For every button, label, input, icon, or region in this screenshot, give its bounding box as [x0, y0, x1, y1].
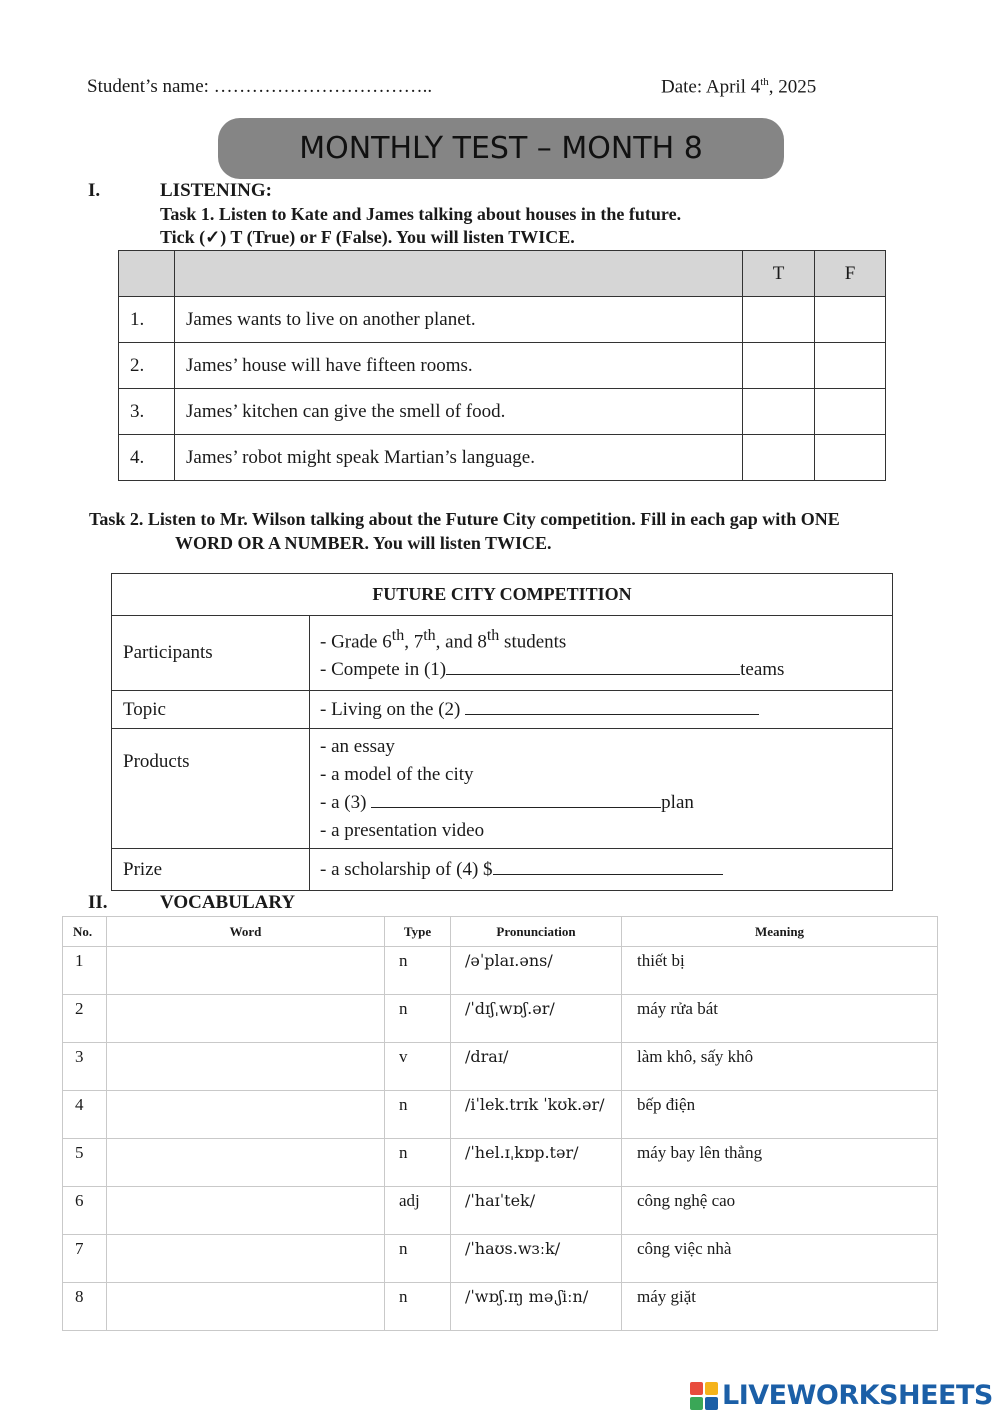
product-plan [320, 789, 892, 817]
table-row [63, 1235, 938, 1283]
date-label [661, 76, 816, 98]
tick-false-cell[interactable] [815, 389, 886, 435]
section-listening-number: I. [88, 180, 101, 201]
table-row [119, 343, 886, 389]
topic-value [310, 691, 893, 729]
product-essay: - an essay [320, 735, 395, 757]
product-video: - a presentation video [320, 819, 485, 841]
vocab-type: n [385, 1139, 451, 1187]
statement-number: 3. [119, 389, 175, 435]
vocab-meaning: làm khô, sấy khô [622, 1043, 938, 1091]
vocab-meaning: máy rửa bát [622, 995, 938, 1043]
vocab-meaning: thiết bị [622, 947, 938, 995]
product-model: - a model of the city [320, 763, 474, 785]
student-name-label: Student’s name: …………………………….. [87, 76, 433, 97]
task2-instruction-2: WORD OR A NUMBER. You will listen TWICE. [175, 533, 552, 553]
vocab-no: 6 [63, 1187, 107, 1235]
header-true: T [743, 251, 815, 297]
grade-text-b: , 7 [404, 631, 424, 653]
vocab-meaning: công việc nhà [622, 1235, 938, 1283]
table-row [63, 1283, 938, 1331]
sup-8: th [486, 626, 500, 644]
table-row [63, 947, 938, 995]
vocab-word-input[interactable] [107, 1235, 385, 1283]
topic-text: - Living on the (2) [320, 698, 466, 720]
grade-text-c: , and 8 [435, 631, 487, 653]
vocab-type: adj [385, 1187, 451, 1235]
vocab-word-input[interactable] [107, 1091, 385, 1139]
vocab-no: 1 [63, 947, 107, 995]
vocab-pronunciation: /iˈlek.trɪk ˈkʊk.ər/ [451, 1091, 622, 1139]
tick-true-cell[interactable] [743, 435, 815, 481]
date-text: Date: April 4 [661, 76, 761, 98]
header-false: F [815, 251, 886, 297]
table-row [63, 995, 938, 1043]
gap-1-input[interactable] [446, 657, 740, 675]
topic-label: Topic [112, 691, 310, 729]
header-meaning: Meaning [622, 917, 938, 947]
section-vocabulary-title: VOCABULARY [160, 892, 296, 913]
grade-line [320, 622, 892, 656]
products-value [310, 729, 893, 849]
task1-instruction-1: Task 1. Listen to Kate and James talking about houses in the future. [160, 204, 682, 224]
table-row [63, 1187, 938, 1235]
vocab-no: 8 [63, 1283, 107, 1331]
vocab-no: 5 [63, 1139, 107, 1187]
vocab-word-input[interactable] [107, 1139, 385, 1187]
vocab-type: n [385, 947, 451, 995]
vocab-meaning: máy giặt [622, 1283, 938, 1331]
vocab-pronunciation: /ˈhel.ɪˌkɒp.tər/ [451, 1139, 622, 1187]
vocabulary-header-row [63, 917, 938, 947]
header-word: Word [107, 917, 385, 947]
date-year: , 2025 [768, 76, 817, 98]
logo-mark-icon [690, 1382, 718, 1410]
vocabulary-table [62, 916, 938, 1331]
gap-3-input[interactable] [371, 790, 661, 808]
competition-title: FUTURE CITY COMPETITION [112, 574, 893, 616]
vocab-meaning: máy bay lên thẳng [622, 1139, 938, 1187]
task1-instruction-2: Tick (✓) T (True) or F (False). You will listen TWICE. [160, 227, 575, 247]
vocab-type: v [385, 1043, 451, 1091]
vocab-no: 7 [63, 1235, 107, 1283]
product-plan-suffix: plan [661, 791, 694, 813]
vocab-word-input[interactable] [107, 995, 385, 1043]
vocab-no: 4 [63, 1091, 107, 1139]
vocab-word-input[interactable] [107, 1043, 385, 1091]
prize-value [310, 849, 893, 891]
gap-2-input[interactable] [465, 697, 759, 715]
header-type: Type [385, 917, 451, 947]
table-row [119, 435, 886, 481]
test-title-banner: MONTHLY TEST – MONTH 8 [218, 118, 784, 179]
table-row [63, 1091, 938, 1139]
tick-false-cell[interactable] [815, 435, 886, 481]
logo-square [705, 1382, 718, 1395]
true-false-table [118, 250, 886, 481]
header-statement-cell [175, 251, 743, 297]
liveworksheets-logo [690, 1380, 993, 1411]
vocab-pronunciation: /ˈwɒʃ.ɪŋ məˌʃiːn/ [451, 1283, 622, 1331]
vocab-word-input[interactable] [107, 1283, 385, 1331]
grade-text-a: - Grade 6 [320, 631, 392, 653]
participants-value [310, 616, 893, 691]
table-row [119, 389, 886, 435]
task2-instruction [89, 507, 929, 555]
header-no: No. [63, 917, 107, 947]
products-label: Products [112, 729, 310, 849]
logo-square [690, 1382, 703, 1395]
statement-number: 2. [119, 343, 175, 389]
prize-label: Prize [112, 849, 310, 891]
product-plan-text: - a (3) [320, 791, 372, 813]
table-row [119, 297, 886, 343]
tick-true-cell[interactable] [743, 343, 815, 389]
tick-true-cell[interactable] [743, 297, 815, 343]
vocab-type: n [385, 1283, 451, 1331]
vocab-no: 3 [63, 1043, 107, 1091]
date-sup: th [760, 76, 769, 88]
section-listening-title: LISTENING: [160, 180, 272, 201]
vocab-pronunciation: /draɪ/ [451, 1043, 622, 1091]
statement-number: 4. [119, 435, 175, 481]
compete-text: - Compete in (1) [320, 659, 447, 681]
task2-instruction-1: Task 2. Listen to Mr. Wilson talking about the Future City competition. Fill in each gap with ONE [89, 509, 840, 529]
prize-text: - a scholarship of (4) $ [320, 858, 493, 880]
compete-line [320, 656, 892, 684]
vocab-meaning: công nghệ cao [622, 1187, 938, 1235]
logo-square [705, 1397, 718, 1410]
tick-false-cell[interactable] [815, 297, 886, 343]
vocab-pronunciation: /ˈdɪʃˌwɒʃ.ər/ [451, 995, 622, 1043]
future-city-table [111, 573, 893, 891]
vocab-pronunciation: /əˈplaɪ.əns/ [451, 947, 622, 995]
vocab-meaning: bếp điện [622, 1091, 938, 1139]
vocab-type: n [385, 995, 451, 1043]
grade-text-d: students [499, 631, 567, 653]
statement-text: James’ kitchen can give the smell of food. [175, 389, 743, 435]
vocab-type: n [385, 1091, 451, 1139]
logo-square [690, 1397, 703, 1410]
vocab-pronunciation: /ˈhaɪˈtek/ [451, 1187, 622, 1235]
tick-false-cell[interactable] [815, 343, 886, 389]
statement-text: James’ robot might speak Martian’s language. [175, 435, 743, 481]
vocab-type: n [385, 1235, 451, 1283]
statement-number: 1. [119, 297, 175, 343]
statement-text: James wants to live on another planet. [175, 297, 743, 343]
gap-4-input[interactable] [493, 857, 723, 875]
header-pronunciation: Pronunciation [451, 917, 622, 947]
table-row [63, 1139, 938, 1187]
vocab-word-input[interactable] [107, 947, 385, 995]
header-no-cell [119, 251, 175, 297]
participants-label: Participants [112, 616, 310, 691]
vocab-word-input[interactable] [107, 1187, 385, 1235]
compete-teams: teams [740, 659, 785, 681]
sup-7: th [423, 626, 436, 644]
tick-true-cell[interactable] [743, 389, 815, 435]
statement-text: James’ house will have fifteen rooms. [175, 343, 743, 389]
section-vocabulary-number: II. [88, 892, 108, 913]
true-false-header-row [119, 251, 886, 297]
sup-6: th [391, 626, 405, 644]
vocab-pronunciation: /ˈhaʊs.wɜːk/ [451, 1235, 622, 1283]
table-row [63, 1043, 938, 1091]
logo-text: LIVEWORKSHEETS [722, 1380, 993, 1411]
vocab-no: 2 [63, 995, 107, 1043]
